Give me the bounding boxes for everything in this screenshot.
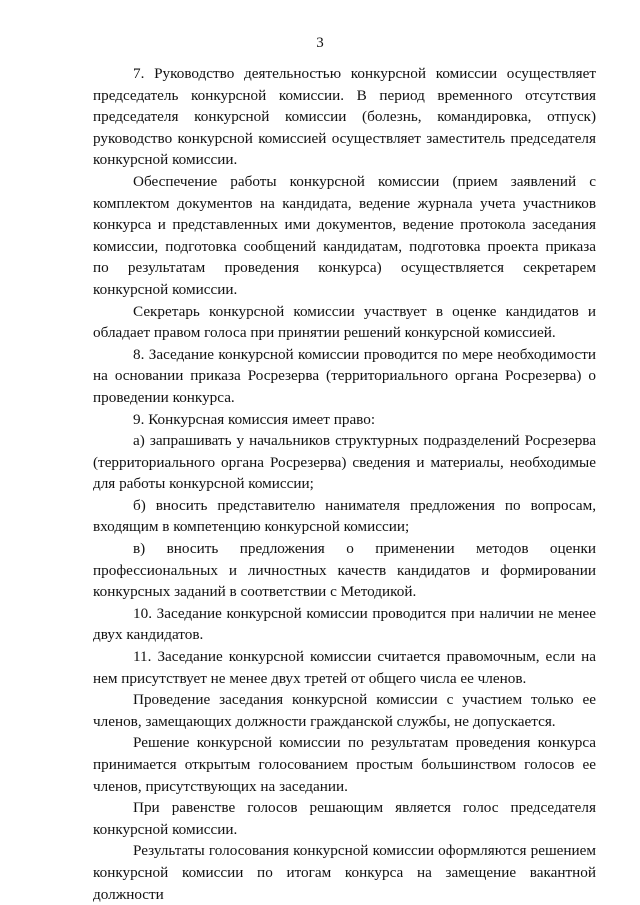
paragraph-secretary-duties: Обеспечение работы конкурсной комиссии (прием заявлений с комплектом документов на кандидата, ведение журнала учета участников конкурса и представленных ими документов, ведение протокола заседания комиссии, подготовка сообщений кандидатам, подготовка проекта приказа по результатам проведения конкурса) осуществляется секретарем конкурсной комиссии. [93,172,596,298]
paragraph-11: 11. Заседание конкурсной комиссии считается правомочным, если на нем присутствует не менее двух третей от общего числа ее членов. [93,648,596,687]
page-number: 3 [316,35,324,51]
paragraph-tie-vote: При равенстве голосов решающим является голос председателя конкурсной комиссии. [93,799,596,838]
paragraph-9: 9. Конкурсная комиссия имеет право: [133,410,376,428]
paragraph-10: 10. Заседание конкурсной комиссии проводится при наличии не менее двух кандидатов. [93,604,596,644]
paragraph-9v: в) вносить предложения о применении методов оценки профессиональных и личностных качеств кандидатов и формировании конкурсных заданий в соответствии с Методикой. [93,540,596,601]
paragraph-civil-service-members: Проведение заседания конкурсной комиссии с участием только ее членов, замещающих должности гражданской службы, не допускается. [93,691,596,730]
paragraph-decision-voting: Решение конкурсной комиссии по результатам проведения конкурса принимается открытым голосованием простым большинством голосов ее членов, присутствующих на заседании. [93,734,596,795]
paragraph-voting-results: Результаты голосования конкурсной комиссии оформляются решением конкурсной комиссии по итогам конкурса на замещение вакантной должности [93,842,596,903]
paragraph-8: 8. Заседание конкурсной комиссии проводится по мере необходимости на основании приказа Росрезерва (территориального органа Росрезерва) о проведении конкурса. [93,345,596,406]
paragraph-secretary-vote: Секретарь конкурсной комиссии участвует в оценке кандидатов и обладает правом голоса при принятии решений конкурсной комиссией. [93,302,596,342]
paragraph-7: 7. Руководство деятельностью конкурсной комиссии осуществляет председатель конкурсной комиссии. В период временного отсутствия председателя конкурсной комиссии (болезнь, командировка, отпуск) руководство конкурсной комиссией осуществляет заместитель председателя конкурсной комиссии. [93,65,596,169]
paragraph-9a: а) запрашивать у начальников структурных подразделений Росрезерва (территориального органа Росрезерва) сведения и материалы, необходимые для работы конкурсной комиссии; [93,432,596,493]
document-body [93,63,596,905]
paragraph-9b: б) вносить представителю нанимателя предложения по вопросам, входящим в компетенцию конкурсной комиссии; [93,496,596,536]
